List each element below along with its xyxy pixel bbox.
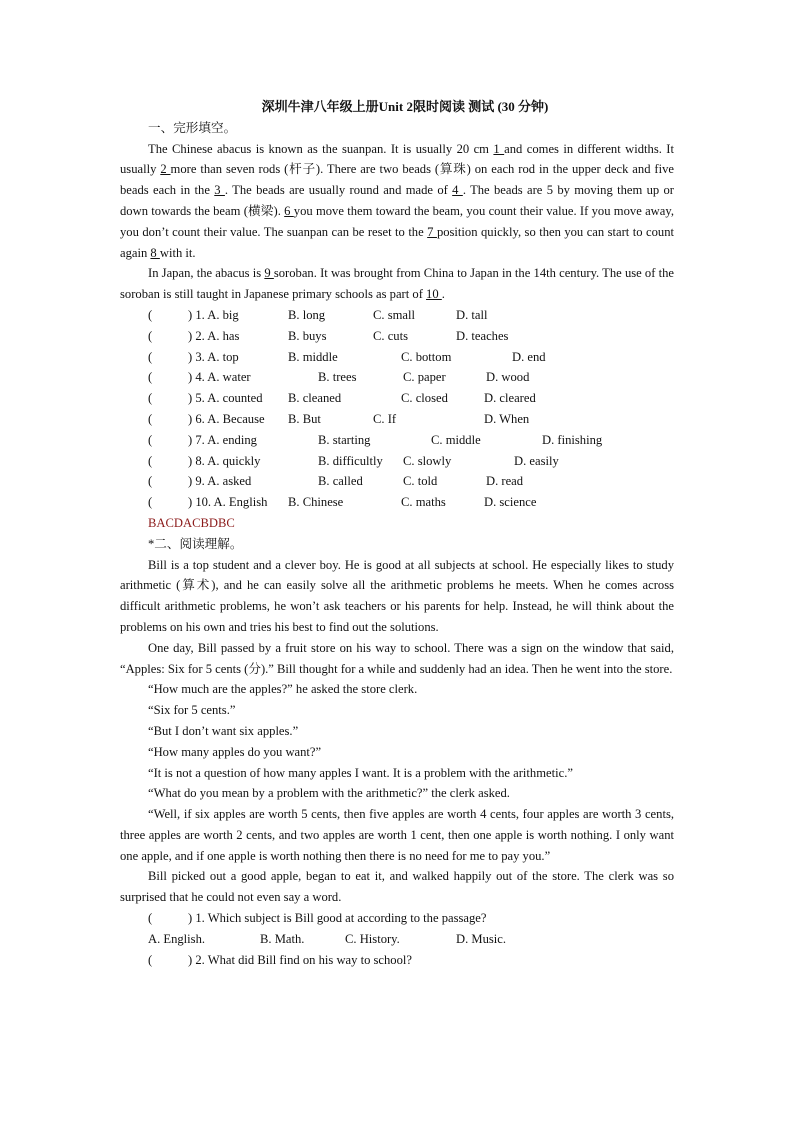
page-title: 深圳牛津八年级上册Unit 2限时阅读 测试 (30 分钟) <box>261 99 549 114</box>
section2-heading: *二、阅读理解。 <box>148 536 243 551</box>
blank-6: 6 <box>284 203 294 218</box>
option-row <box>120 347 674 368</box>
option-c[interactable]: C. paper <box>403 370 446 385</box>
option-c[interactable]: C. cuts <box>373 328 408 343</box>
option-b[interactable]: B. Chinese <box>288 495 344 510</box>
option-b[interactable]: B. trees <box>318 370 357 385</box>
option-c[interactable]: C. slowly <box>403 453 452 468</box>
option-c[interactable]: C. small <box>373 307 415 322</box>
answer-bracket[interactable]: ( <box>148 453 153 468</box>
option-a[interactable]: ) 4. A. water <box>188 370 251 385</box>
answer-bracket[interactable]: ( <box>148 495 153 510</box>
answer-bracket[interactable]: ( <box>148 307 153 322</box>
option-c[interactable]: C. maths <box>401 495 446 510</box>
reading-paragraph: One day, Bill passed by a fruit store on his way to school. There was a sign on the window that said, “Apples: Six for 5 cents (分).” Bill thought for a while and suddenly had an idea. Then he went into the store. <box>120 640 674 676</box>
document-content <box>120 97 674 970</box>
blank-8: 8 <box>150 245 160 260</box>
answer-bracket[interactable]: ( <box>148 391 153 406</box>
option-b[interactable]: B. difficultly <box>318 453 383 468</box>
answer-bracket[interactable]: ( <box>148 474 153 489</box>
option-d[interactable]: D. read <box>486 474 524 489</box>
text-run: you move them toward the beam, you count their value. If you move away, you don’t count their value. The suanpan can be reset to the <box>120 203 674 239</box>
option-b[interactable]: B. middle <box>288 349 338 364</box>
dialogue-line: “Six for 5 cents.” <box>148 703 236 718</box>
option-c[interactable]: C. middle <box>431 432 481 447</box>
answer-bracket[interactable]: ( <box>148 911 153 926</box>
option-row <box>120 430 674 451</box>
option-a[interactable]: A. English. <box>148 931 206 946</box>
text-run: The Chinese abacus is known as the suanpan. It is usually 20 cm <box>148 141 494 156</box>
text-run: and comes in different widths. It usually <box>120 141 675 177</box>
answer-bracket[interactable]: ( <box>148 411 153 426</box>
option-a[interactable]: ) 9. A. asked <box>188 474 252 489</box>
text-run: soroban. It was brought from China to Japan in the 14th century. The use of the soroban is still taught in Japanese primary schools as part of <box>120 266 674 302</box>
text-run: In Japan, the abacus is <box>148 266 265 281</box>
reading-paragraph: Bill is a top student and a clever boy. He is good at all subjects at school. He especially likes to study arithmetic (算术), and he can easily solve all the arithmetic problems he meets. When he comes across difficult arithmetic problems, he won’t ask teachers or his parents for help. Instead, he will think about the problems on his own and tries his best to find out the solutions. <box>120 557 674 634</box>
option-a[interactable]: ) 7. A. ending <box>188 432 257 447</box>
option-a[interactable]: ) 6. A. Because <box>188 411 265 426</box>
option-a[interactable]: ) 8. A. quickly <box>188 453 261 468</box>
option-d[interactable]: D. finishing <box>542 432 603 447</box>
option-c[interactable]: C. bottom <box>401 349 452 364</box>
option-row <box>120 409 674 430</box>
section1-heading: 一、完形填空。 <box>148 120 237 135</box>
answer-bracket[interactable]: ( <box>148 370 153 385</box>
answer-bracket[interactable]: ( <box>148 952 153 967</box>
option-b[interactable]: B. buys <box>288 328 327 343</box>
dialogue-line: “How much are the apples?” he asked the store clerk. <box>148 682 418 697</box>
question-1 <box>120 908 674 929</box>
option-c[interactable]: C. If <box>373 411 397 426</box>
option-b[interactable]: B. But <box>288 411 321 426</box>
option-d[interactable]: D. Music. <box>456 931 507 946</box>
text-run: . The beads are 5 by moving them up or down towards the beam (横梁). <box>120 183 675 218</box>
question-2 <box>120 950 674 971</box>
dialogue-line: “It is not a question of how many apples I want. It is a problem with the arithmetic.” <box>148 765 573 780</box>
option-d[interactable]: D. easily <box>514 453 559 468</box>
answer-bracket[interactable]: ( <box>148 432 153 447</box>
option-a[interactable]: ) 3. A. top <box>188 349 239 364</box>
option-d[interactable]: D. end <box>512 349 546 364</box>
dialogue-line: “But I don’t want six apples.” <box>148 723 299 738</box>
dialogue-line: “How many apples do you want?” <box>148 744 322 759</box>
option-row <box>120 305 674 326</box>
reading-paragraph: “Well, if six apples are worth 5 cents, then five apples are worth 4 cents, four apples are worth 3 cents, three apples are worth 2 cents, and two apples are worth 1 cent, then one apple is worth nothing. I only want one apple, and if one apple is worth nothing then there is no need for me to pay you.” <box>120 807 674 863</box>
option-row <box>120 326 674 347</box>
blank-3: 3 <box>214 183 225 198</box>
option-row <box>120 388 674 409</box>
option-d[interactable]: D. cleared <box>484 391 536 406</box>
blank-9: 9 <box>264 266 274 281</box>
question-text: ) 1. Which subject is Bill good at according to the passage? <box>188 911 487 926</box>
option-d[interactable]: D. tall <box>456 307 488 322</box>
option-b[interactable]: B. long <box>288 307 326 322</box>
option-c[interactable]: C. closed <box>401 391 448 406</box>
text-run: . <box>441 287 445 302</box>
option-a[interactable]: ) 10. A. English <box>188 495 268 510</box>
text-run: with it. <box>159 245 196 260</box>
option-c[interactable]: C. told <box>403 474 438 489</box>
option-a[interactable]: ) 1. A. big <box>188 307 239 322</box>
text-run: . The beads are usually round and made of <box>224 183 453 198</box>
blank-10: 10 <box>426 287 442 302</box>
cloze-options <box>120 305 674 513</box>
cloze-paragraph-1 <box>120 139 674 264</box>
answer-key: BACDACBDBC <box>148 515 235 530</box>
dialogue-line: “What do you mean by a problem with the arithmetic?” the clerk asked. <box>148 786 510 801</box>
question-text: ) 2. What did Bill find on his way to school? <box>188 952 412 967</box>
option-b[interactable]: B. called <box>318 474 363 489</box>
option-d[interactable]: D. science <box>484 495 537 510</box>
option-c[interactable]: C. History. <box>345 931 400 946</box>
cloze-paragraph-2 <box>120 263 674 305</box>
answer-bracket[interactable]: ( <box>148 349 153 364</box>
option-b[interactable]: B. Math. <box>260 931 305 946</box>
option-row <box>120 451 674 472</box>
text-run: position quickly, so then you can start to count again <box>120 224 674 260</box>
answer-bracket[interactable]: ( <box>148 328 153 343</box>
option-row <box>120 471 674 492</box>
option-d[interactable]: D. When <box>484 411 530 426</box>
text-run: more than seven rods (杆子). There are two beads (算珠) on each rod in the upper deck and five beads each in the <box>120 162 674 198</box>
option-d[interactable]: D. teaches <box>456 328 509 343</box>
option-a[interactable]: ) 5. A. counted <box>188 391 263 406</box>
option-row <box>120 367 674 388</box>
question-1-options <box>120 929 674 950</box>
blank-4: 4 <box>452 183 463 198</box>
blank-1: 1 <box>493 141 505 156</box>
blank-2: 2 <box>160 162 171 177</box>
option-d[interactable]: D. wood <box>486 370 530 385</box>
reading-paragraph: Bill picked out a good apple, began to eat it, and walked happily out of the store. The clerk was so surprised that he could not even say a word. <box>120 869 674 905</box>
option-b[interactable]: B. starting <box>318 432 371 447</box>
option-b[interactable]: B. cleaned <box>288 391 342 406</box>
option-a[interactable]: ) 2. A. has <box>188 328 240 343</box>
blank-7: 7 <box>427 224 437 239</box>
option-row <box>120 492 674 513</box>
